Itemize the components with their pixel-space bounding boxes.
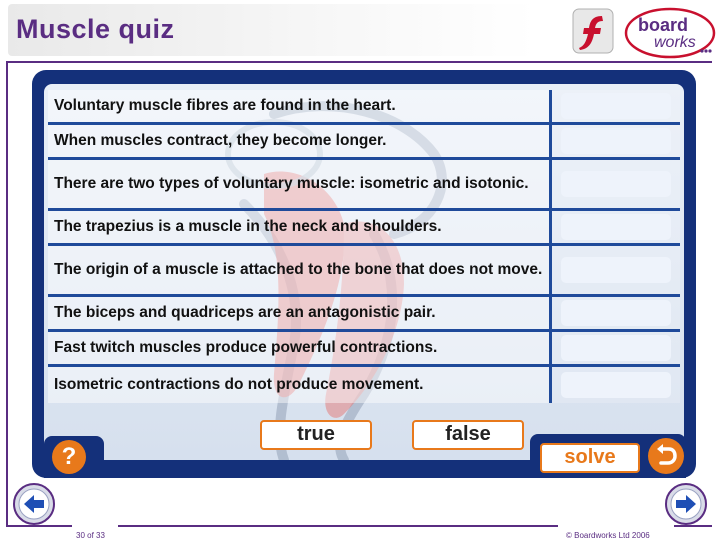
reset-button[interactable]: [648, 438, 684, 474]
solve-button[interactable]: solve: [540, 443, 640, 473]
quiz-statement: The origin of a muscle is attached to the bone that does not move.: [48, 245, 551, 296]
frame-line-left: [6, 61, 8, 527]
answer-cell: [551, 90, 680, 124]
false-button[interactable]: false: [412, 420, 524, 450]
answer-drop-slot[interactable]: [561, 93, 671, 119]
answer-drop-slot[interactable]: [561, 300, 671, 326]
answer-drop-slot[interactable]: [561, 214, 671, 240]
answer-cell: [551, 296, 680, 331]
copyright-text: © Boardworks Ltd 2006: [566, 531, 650, 540]
previous-slide-button[interactable]: [12, 482, 56, 526]
svg-text:board: board: [638, 15, 689, 35]
help-button[interactable]: [52, 440, 86, 474]
answer-drop-slot[interactable]: [561, 372, 671, 398]
flash-icon: [572, 8, 614, 54]
svg-text:works: works: [654, 34, 696, 51]
frame-line-bottom: [118, 525, 558, 527]
table-row: [48, 159, 680, 210]
answer-drop-slot[interactable]: [561, 257, 671, 283]
quiz-statement: Isometric contractions do not produce movement.: [48, 366, 551, 404]
answer-cell: [551, 210, 680, 245]
question-icon: ?: [61, 443, 77, 470]
table-row: [48, 245, 680, 296]
table-row: [48, 331, 680, 366]
answer-cell: [551, 245, 680, 296]
quiz-statement: There are two types of voluntary muscle: isometric and isotonic.: [48, 159, 551, 210]
quiz-statement: When muscles contract, they become longer.: [48, 124, 551, 159]
answer-cell: [551, 331, 680, 366]
table-row: [48, 124, 680, 159]
answer-drop-slot[interactable]: [561, 171, 671, 197]
table-row: [48, 296, 680, 331]
answer-cell: [551, 159, 680, 210]
quiz-statement: The trapezius is a muscle in the neck and shoulders.: [48, 210, 551, 245]
quiz-statement: Voluntary muscle fibres are found in the heart.: [48, 90, 551, 124]
table-row: [48, 366, 680, 404]
answer-cell: [551, 366, 680, 404]
table-row: [48, 90, 680, 124]
answer-drop-slot[interactable]: [561, 335, 671, 361]
answer-cell: [551, 124, 680, 159]
quiz-statement-table: [48, 90, 680, 403]
frame-line-top: [6, 61, 712, 63]
page-number: 30 of 33: [76, 531, 105, 540]
quiz-statement: Fast twitch muscles produce powerful contractions.: [48, 331, 551, 366]
true-button[interactable]: true: [260, 420, 372, 450]
boardworks-logo: [624, 7, 716, 59]
next-slide-button[interactable]: [664, 482, 708, 526]
undo-arrow-icon: [648, 438, 684, 474]
page-title: Muscle quiz: [16, 14, 175, 44]
answer-drop-slot[interactable]: [561, 128, 671, 154]
quiz-statement: The biceps and quadriceps are an antagonistic pair.: [48, 296, 551, 331]
table-row: [48, 210, 680, 245]
